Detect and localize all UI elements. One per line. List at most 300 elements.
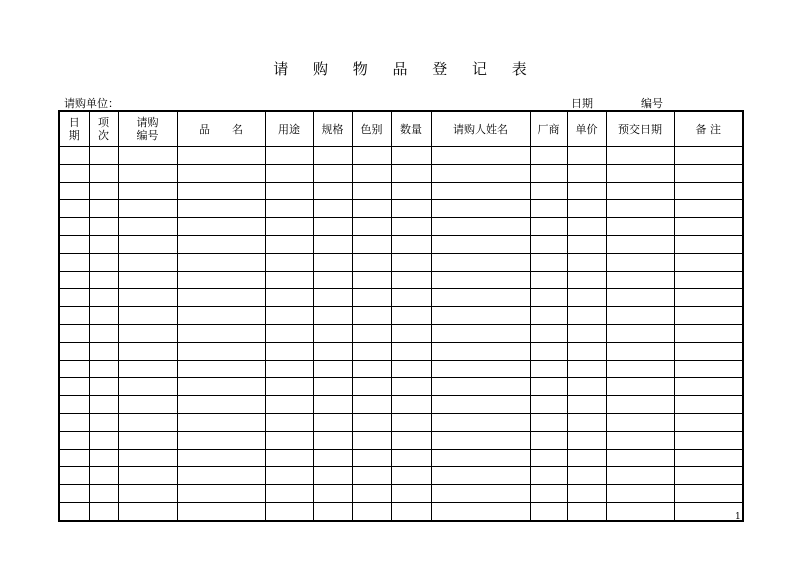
table-cell[interactable]: [352, 485, 391, 503]
table-cell[interactable]: [352, 182, 391, 200]
table-cell[interactable]: [265, 235, 313, 253]
table-cell[interactable]: [177, 253, 265, 271]
table-cell[interactable]: [530, 218, 567, 236]
table-cell[interactable]: [567, 324, 606, 342]
table-cell[interactable]: [118, 218, 177, 236]
header-item-no: 项 次: [89, 111, 118, 147]
table-cell[interactable]: [431, 342, 530, 360]
table-cell[interactable]: [352, 271, 391, 289]
table-cell[interactable]: [431, 431, 530, 449]
table-cell[interactable]: [118, 271, 177, 289]
table-cell[interactable]: [59, 449, 89, 467]
table-cell[interactable]: [391, 449, 431, 467]
table-cell[interactable]: [567, 147, 606, 165]
table-cell[interactable]: [530, 271, 567, 289]
table-cell[interactable]: [352, 253, 391, 271]
table-cell[interactable]: [674, 235, 743, 253]
table-cell[interactable]: [530, 485, 567, 503]
table-cell[interactable]: [89, 164, 118, 182]
table-cell[interactable]: [391, 271, 431, 289]
table-cell[interactable]: [431, 467, 530, 485]
table-cell[interactable]: [89, 485, 118, 503]
table-cell[interactable]: [674, 218, 743, 236]
table-cell[interactable]: [567, 342, 606, 360]
table-cell[interactable]: [391, 164, 431, 182]
table-cell[interactable]: [567, 467, 606, 485]
table-cell[interactable]: [313, 431, 352, 449]
table-cell[interactable]: [352, 307, 391, 325]
table-cell[interactable]: [391, 396, 431, 414]
table-cell[interactable]: [177, 307, 265, 325]
table-cell[interactable]: [313, 502, 352, 520]
table-cell[interactable]: [431, 147, 530, 165]
table-cell[interactable]: [313, 235, 352, 253]
table-cell[interactable]: [352, 360, 391, 378]
table-cell[interactable]: [89, 467, 118, 485]
table-cell[interactable]: [59, 378, 89, 396]
table-cell[interactable]: [177, 200, 265, 218]
table-cell[interactable]: [89, 449, 118, 467]
table-cell[interactable]: [431, 271, 530, 289]
table-cell[interactable]: [59, 218, 89, 236]
table-cell[interactable]: [352, 218, 391, 236]
table-cell[interactable]: [567, 200, 606, 218]
table-cell[interactable]: [431, 200, 530, 218]
table-cell[interactable]: [59, 235, 89, 253]
table-row: [59, 431, 743, 449]
table-cell[interactable]: [606, 307, 674, 325]
table-cell[interactable]: [530, 396, 567, 414]
header-request-no: 请购 编号: [118, 111, 177, 147]
date-label: 日期: [571, 97, 593, 110]
table-cell[interactable]: [352, 467, 391, 485]
table-cell[interactable]: [352, 200, 391, 218]
table-cell[interactable]: [530, 413, 567, 431]
table-cell[interactable]: [59, 324, 89, 342]
table-cell[interactable]: [352, 342, 391, 360]
header-remarks: 备 注: [674, 111, 743, 147]
table-cell[interactable]: [118, 324, 177, 342]
table-cell[interactable]: [177, 218, 265, 236]
table-row: [59, 360, 743, 378]
table-cell[interactable]: [352, 164, 391, 182]
table-cell[interactable]: [177, 164, 265, 182]
table-cell[interactable]: [391, 485, 431, 503]
table-cell[interactable]: [567, 271, 606, 289]
table-cell[interactable]: [118, 253, 177, 271]
table-cell[interactable]: [313, 218, 352, 236]
table-cell[interactable]: [313, 324, 352, 342]
table-cell[interactable]: [567, 485, 606, 503]
table-cell[interactable]: [313, 182, 352, 200]
table-cell[interactable]: [606, 289, 674, 307]
table-cell[interactable]: [431, 502, 530, 520]
table-row: [59, 378, 743, 396]
table-cell[interactable]: [530, 502, 567, 520]
table-cell[interactable]: [89, 307, 118, 325]
table-cell[interactable]: [530, 360, 567, 378]
table-cell[interactable]: [313, 271, 352, 289]
table-cell[interactable]: [59, 485, 89, 503]
table-cell[interactable]: [391, 467, 431, 485]
table-cell[interactable]: [177, 396, 265, 414]
table-cell[interactable]: [674, 360, 743, 378]
table-cell[interactable]: [530, 378, 567, 396]
table-body: [59, 147, 743, 521]
table-cell[interactable]: [391, 378, 431, 396]
table-cell[interactable]: [313, 413, 352, 431]
table-cell[interactable]: [674, 307, 743, 325]
table-cell[interactable]: [265, 502, 313, 520]
table-cell[interactable]: [265, 271, 313, 289]
table-cell[interactable]: [352, 289, 391, 307]
table-cell[interactable]: [606, 396, 674, 414]
table-cell[interactable]: [567, 431, 606, 449]
table-cell[interactable]: [567, 164, 606, 182]
table-cell[interactable]: [89, 218, 118, 236]
table-cell[interactable]: [89, 200, 118, 218]
table-row: [59, 342, 743, 360]
page-number: 1: [735, 512, 741, 522]
table-cell[interactable]: [59, 307, 89, 325]
table-cell[interactable]: [352, 378, 391, 396]
table-cell[interactable]: [391, 182, 431, 200]
table-cell[interactable]: [391, 307, 431, 325]
table-cell[interactable]: [177, 431, 265, 449]
table-cell[interactable]: [59, 200, 89, 218]
table-cell[interactable]: [391, 502, 431, 520]
table-cell[interactable]: [313, 485, 352, 503]
table-cell[interactable]: [431, 253, 530, 271]
table-cell[interactable]: [118, 289, 177, 307]
table-cell[interactable]: [674, 502, 743, 520]
table-cell[interactable]: [265, 182, 313, 200]
table-cell[interactable]: [530, 467, 567, 485]
header-purpose: 用途: [265, 111, 313, 147]
table-cell[interactable]: [177, 378, 265, 396]
table-cell[interactable]: [567, 253, 606, 271]
table-cell[interactable]: [567, 449, 606, 467]
form-title: 请 购 物 品 登 记 表: [273, 60, 537, 78]
table-cell[interactable]: [674, 396, 743, 414]
table-cell[interactable]: [177, 271, 265, 289]
table-cell[interactable]: [431, 449, 530, 467]
table-cell[interactable]: [89, 502, 118, 520]
table-cell[interactable]: [177, 485, 265, 503]
table-cell[interactable]: [606, 271, 674, 289]
table-cell[interactable]: [606, 360, 674, 378]
table-cell[interactable]: [391, 147, 431, 165]
table-cell[interactable]: [265, 164, 313, 182]
table-cell[interactable]: [391, 360, 431, 378]
table-cell[interactable]: [118, 413, 177, 431]
table-cell[interactable]: [59, 396, 89, 414]
table-cell[interactable]: [313, 164, 352, 182]
table-cell[interactable]: [265, 342, 313, 360]
table-cell[interactable]: [265, 253, 313, 271]
table-cell[interactable]: [313, 253, 352, 271]
table-cell[interactable]: [606, 200, 674, 218]
table-cell[interactable]: [313, 342, 352, 360]
table-cell[interactable]: [674, 253, 743, 271]
table-cell[interactable]: [674, 324, 743, 342]
table-cell[interactable]: [89, 147, 118, 165]
table-cell[interactable]: [530, 307, 567, 325]
table-cell[interactable]: [674, 467, 743, 485]
table-cell[interactable]: [118, 467, 177, 485]
table-cell[interactable]: [352, 235, 391, 253]
table-cell[interactable]: [177, 467, 265, 485]
table-cell[interactable]: [59, 271, 89, 289]
table-cell[interactable]: [313, 200, 352, 218]
table-cell[interactable]: [89, 396, 118, 414]
table-cell[interactable]: [567, 413, 606, 431]
table-cell[interactable]: [177, 360, 265, 378]
table-cell[interactable]: [391, 342, 431, 360]
header-item-name: 品 名: [177, 111, 265, 147]
table-cell[interactable]: [59, 431, 89, 449]
table-cell[interactable]: [59, 289, 89, 307]
table-cell[interactable]: [89, 324, 118, 342]
table-cell[interactable]: [674, 289, 743, 307]
table-cell[interactable]: [606, 502, 674, 520]
table-cell[interactable]: [265, 485, 313, 503]
table-row: [59, 235, 743, 253]
table-cell[interactable]: [431, 324, 530, 342]
table-cell[interactable]: [674, 378, 743, 396]
table-cell[interactable]: [177, 449, 265, 467]
table-cell[interactable]: [674, 449, 743, 467]
table-row: [59, 324, 743, 342]
table-cell[interactable]: [177, 324, 265, 342]
table-row: [59, 200, 743, 218]
table-cell[interactable]: [265, 218, 313, 236]
table-cell[interactable]: [265, 200, 313, 218]
table-row: [59, 218, 743, 236]
table-cell[interactable]: [530, 253, 567, 271]
table-cell[interactable]: [118, 431, 177, 449]
table-cell[interactable]: [530, 324, 567, 342]
table-cell[interactable]: [89, 342, 118, 360]
table-cell[interactable]: [59, 467, 89, 485]
table-cell[interactable]: [606, 235, 674, 253]
table-cell[interactable]: [674, 182, 743, 200]
table-cell[interactable]: [530, 449, 567, 467]
table-cell[interactable]: [118, 307, 177, 325]
table-cell[interactable]: [313, 378, 352, 396]
table-cell[interactable]: [530, 235, 567, 253]
table-cell[interactable]: [265, 147, 313, 165]
table-cell[interactable]: [89, 413, 118, 431]
table-cell[interactable]: [391, 200, 431, 218]
table-cell[interactable]: [530, 147, 567, 165]
table-cell[interactable]: [118, 200, 177, 218]
table-cell[interactable]: [265, 467, 313, 485]
table-cell[interactable]: [431, 360, 530, 378]
table-cell[interactable]: [118, 147, 177, 165]
table-cell[interactable]: [391, 253, 431, 271]
table-cell[interactable]: [177, 182, 265, 200]
table-cell[interactable]: [177, 502, 265, 520]
table-cell[interactable]: [118, 360, 177, 378]
table-cell[interactable]: [118, 485, 177, 503]
table-cell[interactable]: [567, 396, 606, 414]
table-cell[interactable]: [118, 164, 177, 182]
table-cell[interactable]: [606, 467, 674, 485]
header-delivery-date: 预交日期: [606, 111, 674, 147]
table-cell[interactable]: [530, 431, 567, 449]
table-cell[interactable]: [89, 235, 118, 253]
table-cell[interactable]: [431, 164, 530, 182]
table-cell[interactable]: [674, 147, 743, 165]
table-cell[interactable]: [59, 413, 89, 431]
table-cell[interactable]: [606, 218, 674, 236]
table-cell[interactable]: [431, 235, 530, 253]
table-cell[interactable]: [606, 449, 674, 467]
table-cell[interactable]: [391, 413, 431, 431]
table-cell[interactable]: [118, 396, 177, 414]
table-cell[interactable]: [431, 307, 530, 325]
table-cell[interactable]: [59, 360, 89, 378]
table-cell[interactable]: [567, 182, 606, 200]
table-cell[interactable]: [391, 431, 431, 449]
table-cell[interactable]: [118, 235, 177, 253]
table-cell[interactable]: [530, 342, 567, 360]
table-cell[interactable]: [391, 235, 431, 253]
table-cell[interactable]: [530, 182, 567, 200]
header-unit-price: 单价: [567, 111, 606, 147]
table-cell[interactable]: [59, 502, 89, 520]
table-cell[interactable]: [606, 485, 674, 503]
table-cell[interactable]: [674, 200, 743, 218]
requesting-unit-label: 请购单位：: [64, 97, 119, 110]
table-cell[interactable]: [352, 449, 391, 467]
table-cell[interactable]: [674, 431, 743, 449]
table-cell[interactable]: [313, 307, 352, 325]
table-cell[interactable]: [431, 378, 530, 396]
table-cell[interactable]: [674, 164, 743, 182]
table-cell[interactable]: [431, 485, 530, 503]
header-spec: 规格: [313, 111, 352, 147]
table-cell[interactable]: [89, 182, 118, 200]
table-cell[interactable]: [118, 502, 177, 520]
table-cell[interactable]: [352, 324, 391, 342]
table-cell[interactable]: [431, 396, 530, 414]
table-cell[interactable]: [352, 502, 391, 520]
table-cell[interactable]: [606, 253, 674, 271]
table-cell[interactable]: [606, 182, 674, 200]
table-cell[interactable]: [313, 467, 352, 485]
table-cell[interactable]: [265, 324, 313, 342]
table-cell[interactable]: [567, 235, 606, 253]
table-cell[interactable]: [352, 413, 391, 431]
table-cell[interactable]: [89, 431, 118, 449]
table-cell[interactable]: [352, 396, 391, 414]
table-cell[interactable]: [431, 413, 530, 431]
table-cell[interactable]: [606, 164, 674, 182]
table-cell[interactable]: [177, 413, 265, 431]
table-cell[interactable]: [391, 218, 431, 236]
table-cell[interactable]: [89, 378, 118, 396]
table-cell[interactable]: [89, 289, 118, 307]
table-row: [59, 147, 743, 165]
table-cell[interactable]: [352, 431, 391, 449]
table-cell[interactable]: [674, 413, 743, 431]
table-cell[interactable]: [674, 342, 743, 360]
table-cell[interactable]: [567, 360, 606, 378]
table-cell[interactable]: [674, 271, 743, 289]
header-vendor: 厂商: [530, 111, 567, 147]
table-cell[interactable]: [265, 360, 313, 378]
table-cell[interactable]: [567, 307, 606, 325]
table-cell[interactable]: [431, 218, 530, 236]
table-cell[interactable]: [567, 218, 606, 236]
table-row: [59, 502, 743, 520]
table-cell[interactable]: [59, 342, 89, 360]
table-cell[interactable]: [265, 449, 313, 467]
table-cell[interactable]: [59, 182, 89, 200]
table-cell[interactable]: [606, 413, 674, 431]
table-cell[interactable]: [391, 324, 431, 342]
table-cell[interactable]: [265, 289, 313, 307]
table-cell[interactable]: [118, 378, 177, 396]
table-cell[interactable]: [59, 164, 89, 182]
table-cell[interactable]: [59, 147, 89, 165]
table-cell[interactable]: [177, 289, 265, 307]
table-cell[interactable]: [265, 431, 313, 449]
table-cell[interactable]: [89, 360, 118, 378]
table-cell[interactable]: [177, 147, 265, 165]
table-cell[interactable]: [567, 378, 606, 396]
table-cell[interactable]: [265, 413, 313, 431]
table-cell[interactable]: [89, 253, 118, 271]
table-cell[interactable]: [352, 147, 391, 165]
header-date: 日 期: [59, 111, 89, 147]
table-cell[interactable]: [118, 449, 177, 467]
table-cell[interactable]: [265, 396, 313, 414]
table-cell[interactable]: [313, 449, 352, 467]
table-cell[interactable]: [606, 324, 674, 342]
table-cell[interactable]: [606, 431, 674, 449]
table-cell[interactable]: [313, 396, 352, 414]
table-cell[interactable]: [177, 342, 265, 360]
table-cell[interactable]: [313, 147, 352, 165]
table-cell[interactable]: [530, 200, 567, 218]
table-cell[interactable]: [567, 289, 606, 307]
table-cell[interactable]: [118, 182, 177, 200]
table-cell[interactable]: [431, 182, 530, 200]
table-cell[interactable]: [431, 289, 530, 307]
table-cell[interactable]: [265, 378, 313, 396]
table-row: [59, 485, 743, 503]
table-cell[interactable]: [606, 378, 674, 396]
table-cell[interactable]: [265, 307, 313, 325]
table-cell[interactable]: [391, 289, 431, 307]
table-cell[interactable]: [59, 253, 89, 271]
table-cell[interactable]: [567, 502, 606, 520]
table-cell[interactable]: [177, 235, 265, 253]
table-row: [59, 396, 743, 414]
table-cell[interactable]: [530, 164, 567, 182]
table-cell[interactable]: [313, 289, 352, 307]
table-cell[interactable]: [606, 342, 674, 360]
table-cell[interactable]: [89, 271, 118, 289]
table-cell[interactable]: [606, 147, 674, 165]
table-cell[interactable]: [313, 360, 352, 378]
table-cell[interactable]: [530, 289, 567, 307]
table-cell[interactable]: [118, 342, 177, 360]
table-cell[interactable]: [674, 485, 743, 503]
